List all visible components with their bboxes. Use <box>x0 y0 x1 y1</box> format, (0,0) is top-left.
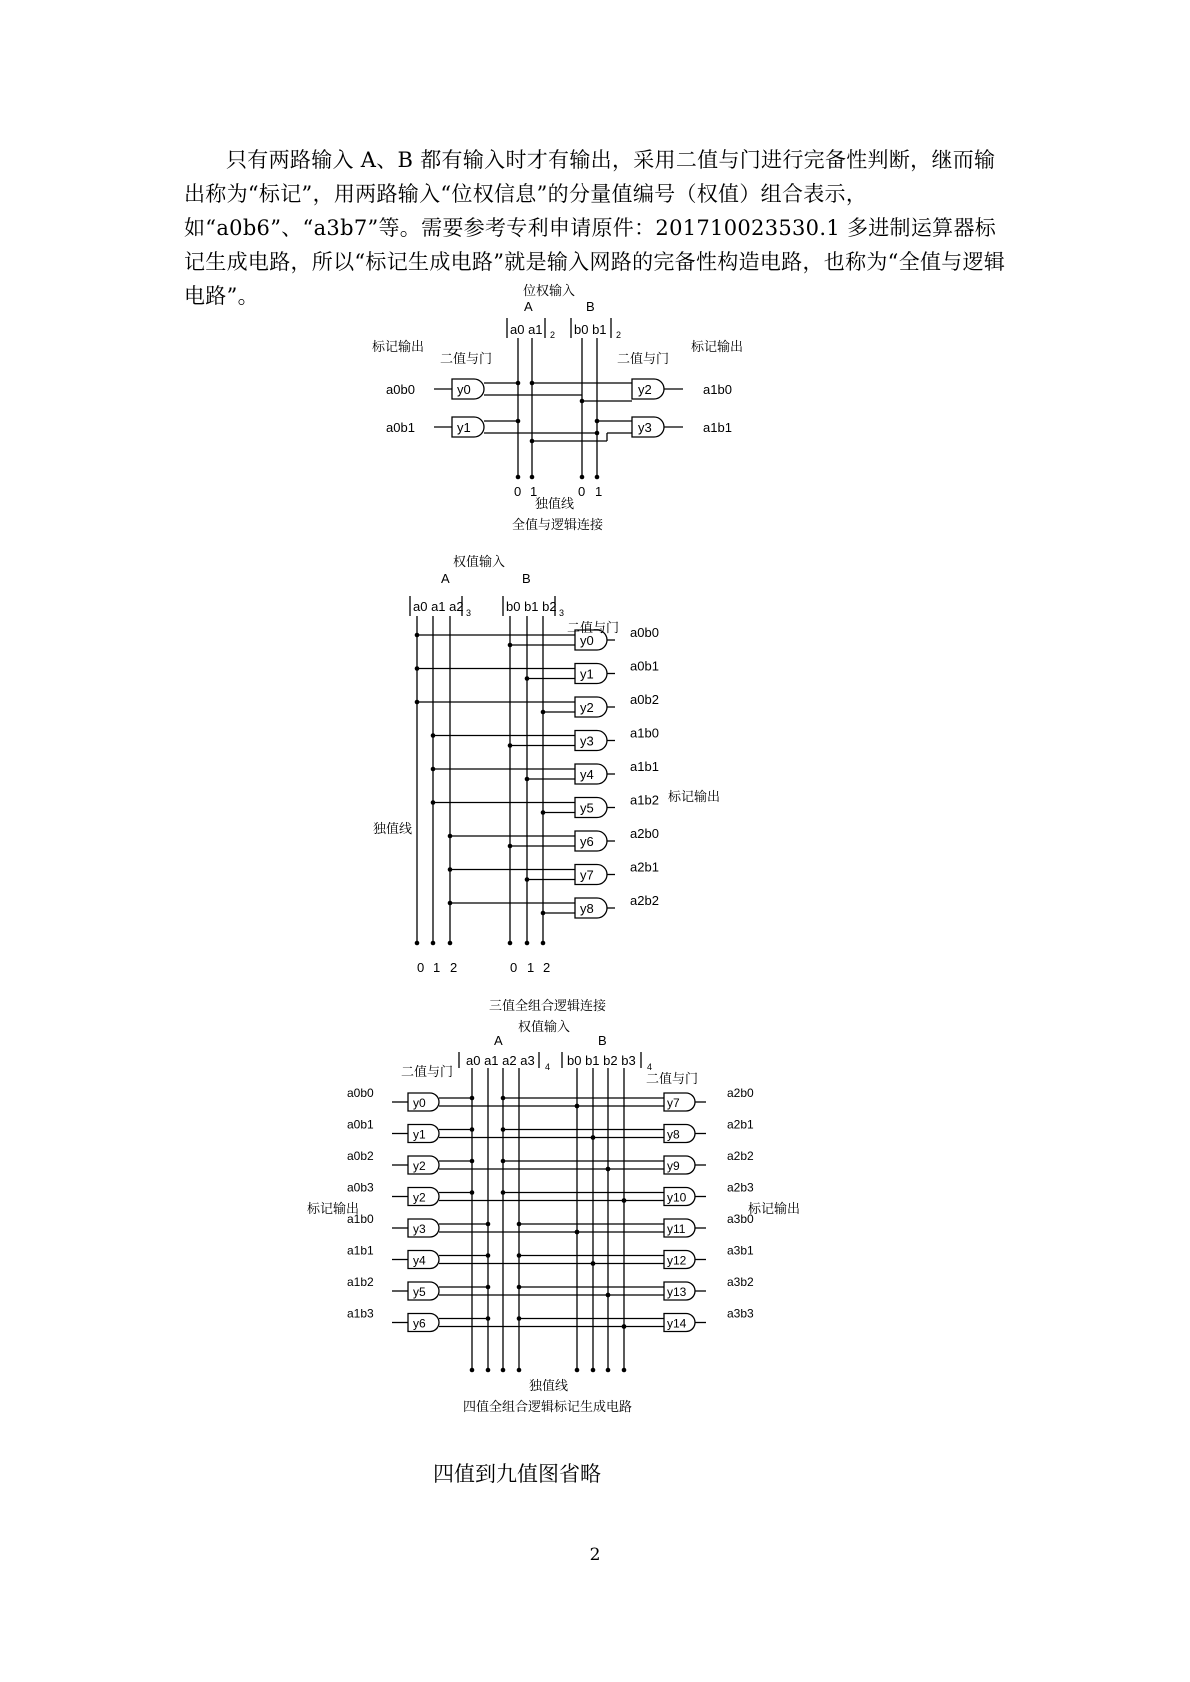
d2-input-b: B <box>522 571 531 586</box>
gate-label-y2: y2 <box>413 1190 426 1205</box>
d3-header: 权值输入 <box>518 1020 571 1035</box>
junction-dot <box>431 941 436 946</box>
output-a0b0: a0b0 <box>630 625 659 640</box>
d2-radix-a: 3 <box>466 608 472 618</box>
junction-dot <box>470 1159 475 1164</box>
output-a1b2: a1b2 <box>630 792 659 808</box>
output-a3b3: a3b3 <box>727 1306 754 1321</box>
junction-dot <box>431 767 436 772</box>
d2-tick-a0: 0 <box>417 960 425 975</box>
d1-left-gate-label: 二值与门 <box>440 352 493 367</box>
gate-label-y3: y3 <box>580 733 594 749</box>
d1-input-b: B <box>586 299 595 314</box>
d1-output-a0b1: a0b1 <box>386 420 415 435</box>
junction-dot <box>541 710 546 715</box>
d2-line-label: 独值线 <box>373 822 413 837</box>
junction-dot <box>541 911 546 916</box>
d2-radix-b: 3 <box>559 608 565 618</box>
d3-caption: 四值全组合逻辑标记生成电路 <box>463 1400 633 1415</box>
d1-bus-a: a0 a1 <box>510 322 543 337</box>
gate-label-y1: y1 <box>580 666 594 682</box>
gate-label-y14: y14 <box>667 1316 687 1331</box>
junction-dot <box>517 1253 522 1258</box>
junction-dot <box>541 810 546 815</box>
junction-dot <box>517 1316 522 1321</box>
output-a2b2: a2b2 <box>630 893 659 908</box>
output-a0b2: a0b2 <box>347 1149 374 1163</box>
d1-radix-b: 2 <box>616 330 622 340</box>
intro-paragraph: 只有两路输入 A、B 都有输入时才有输出，采用二值与门进行完备性判断，继而输出称为“标记”，用两路输入“位权信息”的分量值编号（权值）组合表示，如“a0b6”、“a3b7”等。需要参考专利申请原件：201710023530.1 多进制运算器标记生成电路，所以“标记生成电路”就是输入网路的完备性构造电路，也称为“全值与逻辑电路”。 <box>184 148 1006 308</box>
junction-dot <box>448 941 453 946</box>
d1-gate-y3: y3 <box>638 420 652 435</box>
d1-radix-a: 2 <box>550 330 556 340</box>
d1-gate-y2: y2 <box>638 382 652 397</box>
output-a1b2: a1b2 <box>347 1275 374 1289</box>
junction-dot <box>525 877 530 882</box>
junction-dot <box>606 1293 611 1298</box>
junction-dot <box>517 1222 522 1227</box>
junction-dot <box>622 1198 627 1203</box>
junction-dot <box>486 1222 491 1227</box>
output-a1b0: a1b0 <box>347 1212 374 1226</box>
page-number: 2 <box>589 1545 601 1565</box>
output-a1b0: a1b0 <box>630 725 659 741</box>
d3-line-label: 独值线 <box>529 1379 569 1394</box>
d2-tick-a2: 2 <box>450 960 458 975</box>
d1-tick-b0: 0 <box>578 484 586 499</box>
d2-gate-label: 二值与门 <box>567 621 620 636</box>
gate-label-y7: y7 <box>667 1096 680 1110</box>
d2-bus-b: b0 b1 b2 <box>506 599 557 614</box>
junction-dot <box>591 1261 596 1266</box>
output-a0b1: a0b1 <box>630 658 659 674</box>
d1-tick-a0: 0 <box>514 484 522 499</box>
junction-dot <box>508 844 513 849</box>
output-a3b2: a3b2 <box>727 1275 754 1289</box>
output-a2b0: a2b0 <box>727 1086 754 1100</box>
gate-label-y6: y6 <box>413 1316 426 1331</box>
junction-dot <box>470 1096 475 1101</box>
diagram-2 <box>373 554 720 1014</box>
d1-output-a1b0: a1b0 <box>703 382 732 397</box>
gate-label-y3: y3 <box>413 1222 426 1236</box>
d1-gate-y0: y0 <box>457 382 471 397</box>
junction-dot <box>508 941 513 946</box>
output-a2b2: a2b2 <box>727 1149 754 1163</box>
output-a0b3: a0b3 <box>347 1180 374 1195</box>
output-a3b1: a3b1 <box>727 1243 754 1258</box>
gate-label-y2: y2 <box>413 1159 426 1173</box>
d2-output-label: 标记输出 <box>668 790 721 805</box>
junction-dot <box>591 1368 596 1373</box>
gate-label-y0: y0 <box>580 633 594 648</box>
d2-tick-b2: 2 <box>543 960 551 975</box>
d3-radix-a: 4 <box>545 1062 551 1072</box>
d2-tick-b1: 1 <box>527 960 535 975</box>
gate-label-y8: y8 <box>580 901 594 916</box>
gate-label-y4: y4 <box>413 1253 426 1268</box>
gate-label-y10: y10 <box>667 1190 687 1205</box>
d1-output-a0b0: a0b0 <box>386 382 415 397</box>
d1-input-a: A <box>524 299 533 314</box>
junction-dot <box>470 1368 475 1373</box>
d1-tick-a1: 1 <box>530 484 538 499</box>
junction-dot <box>486 1285 491 1290</box>
output-a2b3: a2b3 <box>727 1180 754 1195</box>
junction-dot <box>606 1167 611 1172</box>
junction-dot <box>622 1324 627 1329</box>
junction-dot <box>470 1190 475 1195</box>
gate-label-y12: y12 <box>667 1253 687 1268</box>
d2-bus-a: a0 a1 a2 <box>413 599 464 614</box>
junction-dot <box>525 941 530 946</box>
closing-note: 四值到九值图省略 <box>433 1462 601 1486</box>
d2-structure <box>415 616 659 945</box>
junction-dot <box>591 1135 596 1140</box>
d3-left-gate-label: 二值与门 <box>401 1065 454 1080</box>
junction-dot <box>517 1285 522 1290</box>
d2-input-a: A <box>441 571 450 586</box>
junction-dot <box>575 1104 580 1109</box>
gate-label-y9: y9 <box>667 1159 680 1173</box>
junction-dot <box>525 676 530 681</box>
d2-tick-b0: 0 <box>510 960 518 975</box>
junction-dot <box>448 834 453 839</box>
output-a3b0: a3b0 <box>727 1212 754 1226</box>
junction-dot <box>501 1127 506 1132</box>
output-a0b0: a0b0 <box>347 1086 374 1100</box>
d1-output-a1b1: a1b1 <box>703 420 732 435</box>
gate-label-y5: y5 <box>413 1285 426 1299</box>
gate-label-y5: y5 <box>580 800 594 816</box>
output-a0b1: a0b1 <box>347 1117 374 1132</box>
d2-tick-a1: 1 <box>433 960 441 975</box>
junction-dot <box>501 1159 506 1164</box>
d3-input-b: B <box>598 1033 607 1048</box>
junction-dot <box>541 941 546 946</box>
d1-left-output-label: 标记输出 <box>372 340 425 355</box>
output-a1b3: a1b3 <box>347 1306 374 1321</box>
junction-dot <box>448 867 453 872</box>
diagram-1 <box>372 283 743 533</box>
gate-label-y7: y7 <box>580 867 594 883</box>
d3-right-output-label: 标记输出 <box>748 1202 801 1217</box>
gate-label-y0: y0 <box>413 1096 426 1110</box>
gate-label-y2: y2 <box>580 700 594 715</box>
junction-dot <box>415 700 420 705</box>
junction-dot <box>431 733 436 738</box>
junction-dot <box>575 1230 580 1235</box>
d3-input-a: A <box>494 1033 503 1048</box>
junction-dot <box>525 777 530 782</box>
junction-dot <box>501 1190 506 1195</box>
d1-header: 位权输入 <box>523 284 576 299</box>
d1-caption: 全值与逻辑连接 <box>512 518 604 533</box>
junction-dot <box>470 1127 475 1132</box>
d3-structure <box>347 1068 754 1372</box>
d1-tick-b1: 1 <box>595 484 603 499</box>
output-a2b0: a2b0 <box>630 826 659 841</box>
junction-dot <box>486 1368 491 1373</box>
junction-dot <box>431 800 436 805</box>
d1-line-label: 独值线 <box>535 497 575 512</box>
junction-dot <box>606 1368 611 1373</box>
junction-dot <box>508 643 513 648</box>
d1-right-output-label: 标记输出 <box>691 340 744 355</box>
output-a1b1: a1b1 <box>347 1243 374 1258</box>
d1-right-gate-label: 二值与门 <box>617 352 670 367</box>
gate-label-y8: y8 <box>667 1127 680 1142</box>
junction-dot <box>448 901 453 906</box>
gate-label-y1: y1 <box>413 1127 426 1142</box>
junction-dot <box>622 1368 627 1373</box>
junction-dot <box>486 1316 491 1321</box>
output-a2b1: a2b1 <box>727 1117 754 1132</box>
d2-header: 权值输入 <box>453 555 506 570</box>
d3-left-output-label: 标记输出 <box>307 1202 360 1217</box>
junction-dot <box>415 633 420 638</box>
d3-right-gate-label: 二值与门 <box>646 1072 699 1087</box>
gate-label-y13: y13 <box>667 1285 687 1299</box>
output-a0b2: a0b2 <box>630 692 659 707</box>
output-a1b1: a1b1 <box>630 759 659 774</box>
junction-dot <box>501 1096 506 1101</box>
gate-label-y4: y4 <box>580 767 594 782</box>
junction-dot <box>415 941 420 946</box>
d3-radix-b: 4 <box>647 1062 653 1072</box>
junction-dot <box>575 1368 580 1373</box>
junction-dot <box>517 1368 522 1373</box>
junction-dot <box>501 1368 506 1373</box>
d2-caption: 三值全组合逻辑连接 <box>489 999 607 1014</box>
d3-bus-b: b0 b1 b2 b3 <box>567 1053 636 1068</box>
d1-gate-y1: y1 <box>457 420 471 435</box>
junction-dot <box>486 1253 491 1258</box>
gate-label-y6: y6 <box>580 834 594 849</box>
d1-bus-b: b0 b1 <box>574 322 607 337</box>
junction-dot <box>415 666 420 671</box>
gate-label-y11: y11 <box>667 1222 686 1236</box>
junction-dot <box>508 743 513 748</box>
output-a2b1: a2b1 <box>630 859 659 875</box>
diagram-3 <box>307 1019 800 1415</box>
d3-bus-a: a0 a1 a2 a3 <box>466 1053 535 1068</box>
